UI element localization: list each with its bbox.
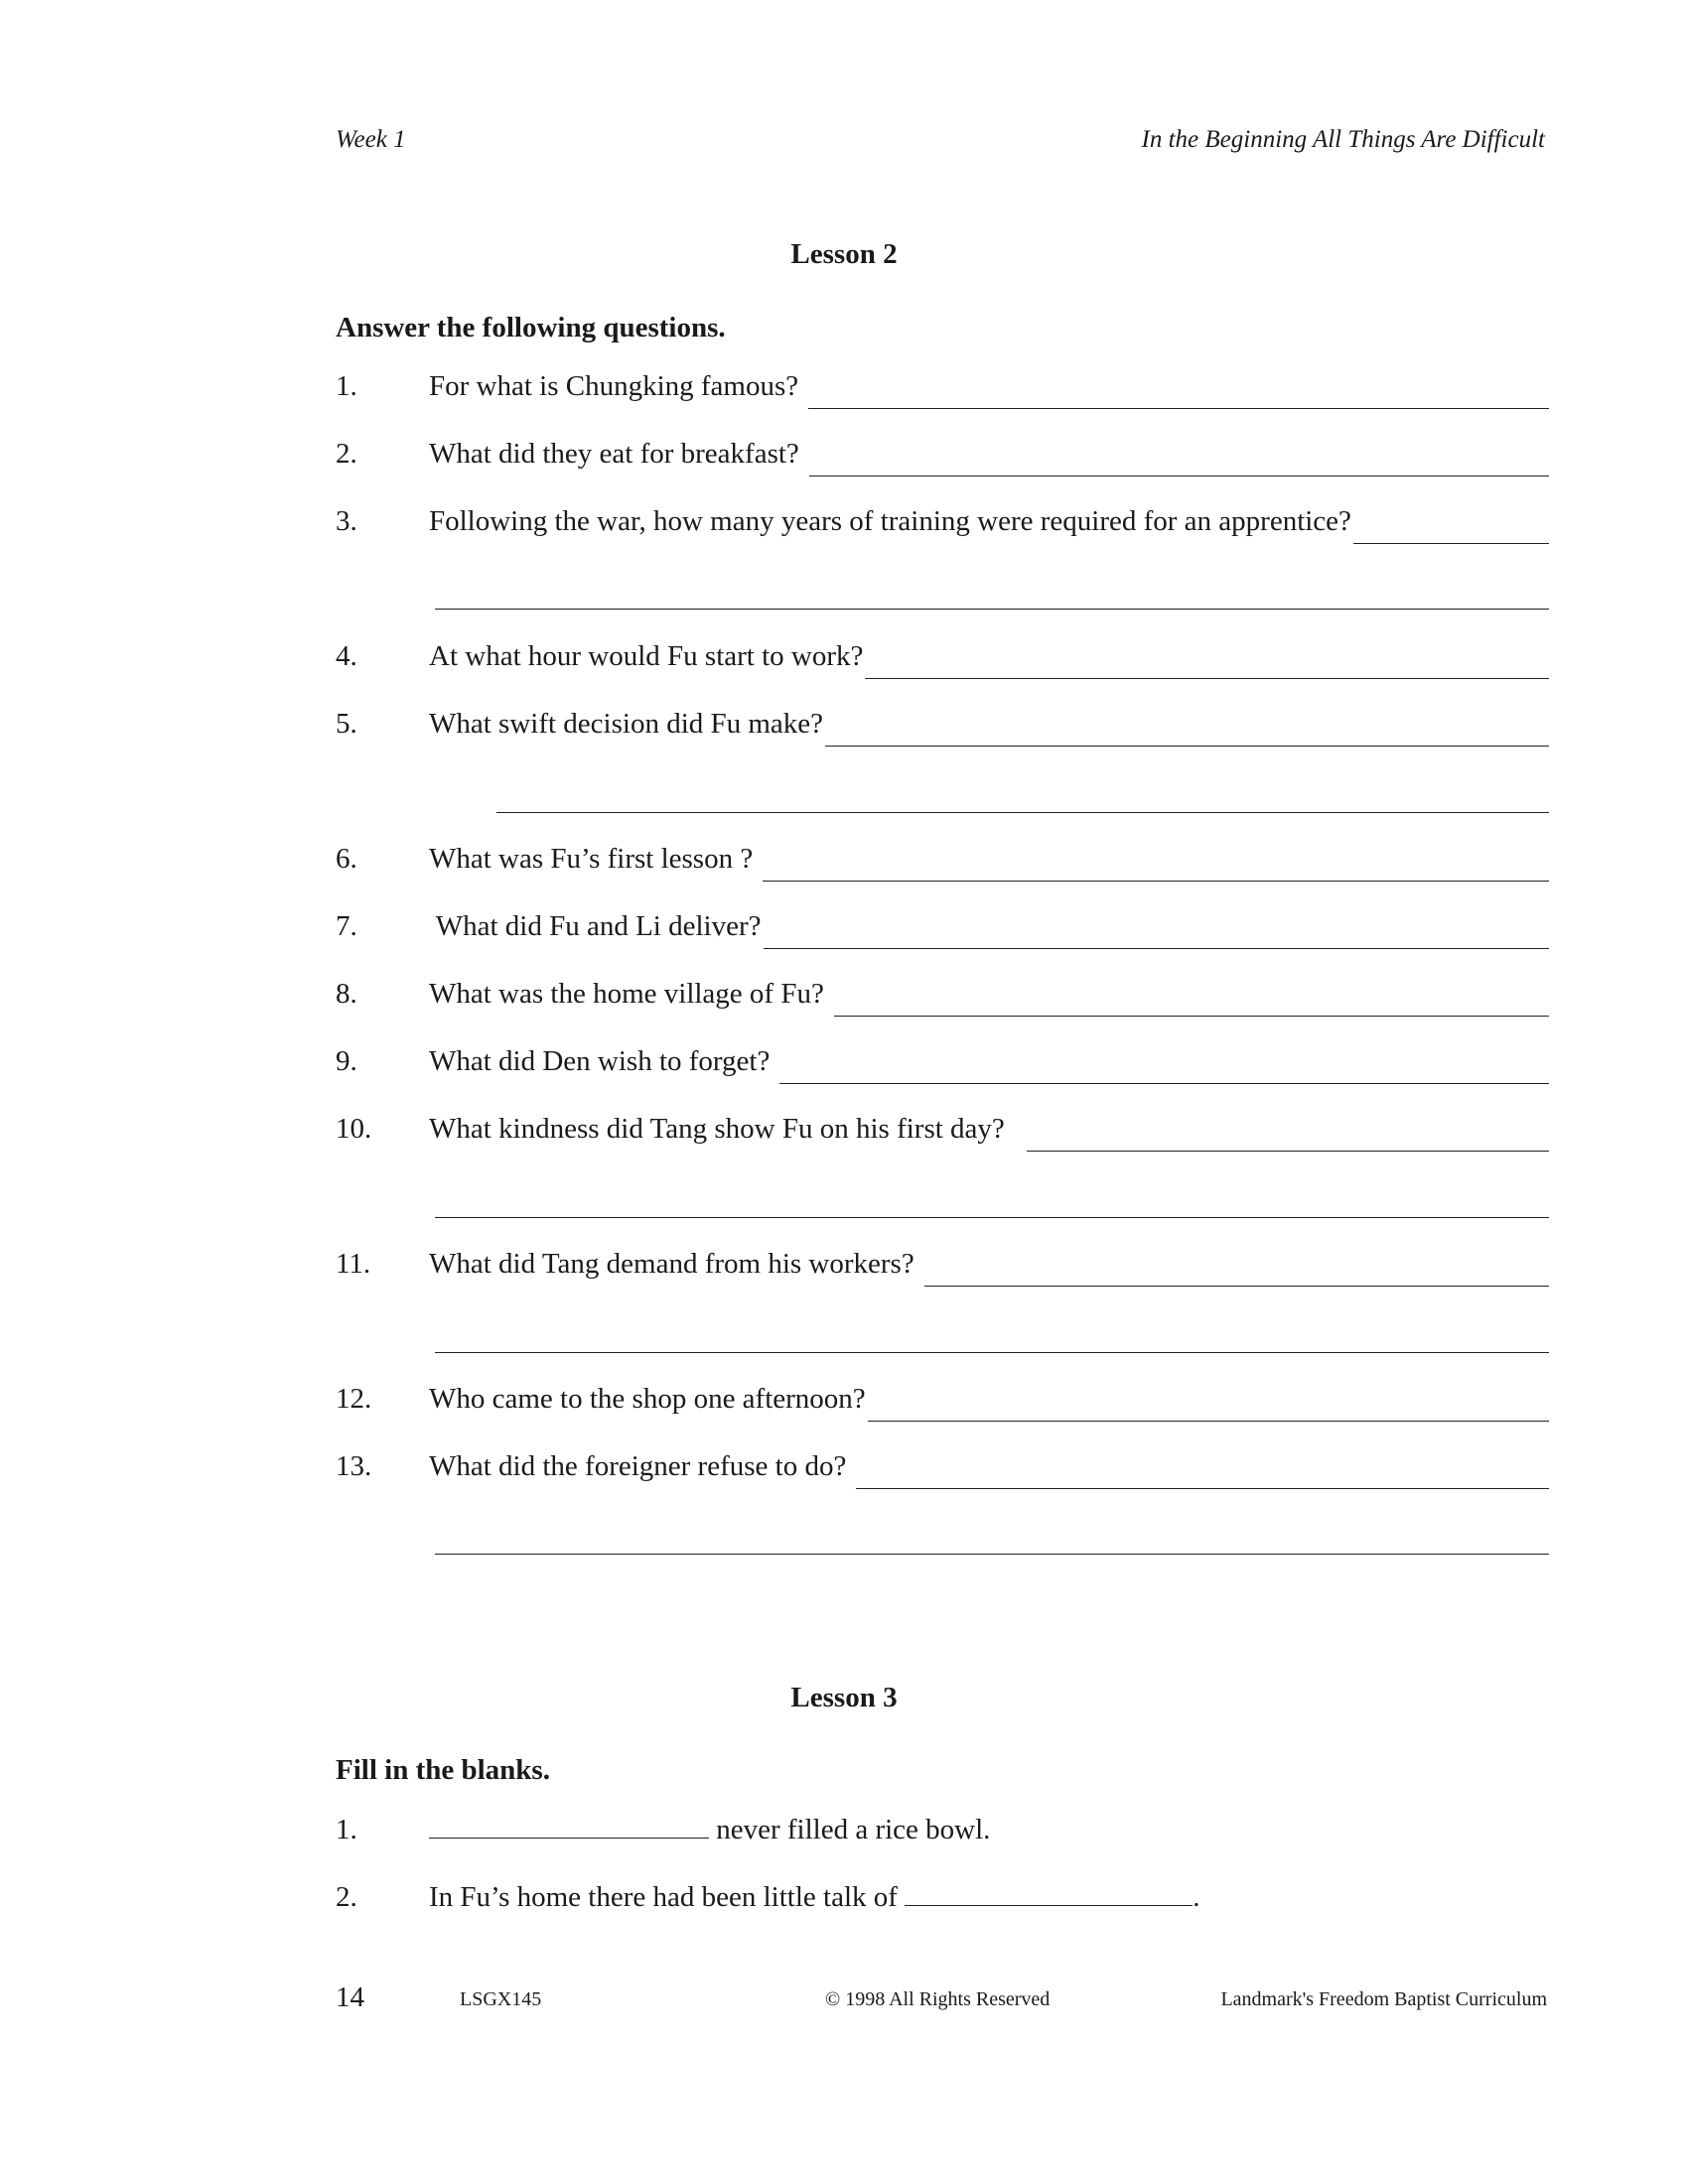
answer-line[interactable] [865, 677, 1549, 679]
question-3 [336, 504, 1549, 544]
question-number: 5. [336, 708, 357, 740]
question-number: 13. [336, 1450, 372, 1482]
question-4 [336, 639, 1549, 679]
question-6 [336, 842, 1549, 882]
question-text: What did Den wish to forget? [429, 1045, 771, 1077]
question-number: 8. [336, 978, 357, 1010]
answer-line[interactable] [825, 745, 1549, 747]
lesson-2-instruction: Answer the following questions. [336, 312, 726, 343]
fill-blank-text: never filled a rice bowl. [709, 1814, 991, 1845]
question-number: 10. [336, 1113, 372, 1145]
header-week: Week 1 [336, 126, 406, 153]
fill-blank-2 [336, 1880, 1549, 1920]
question-number: 3. [336, 505, 357, 537]
answer-line[interactable] [856, 1487, 1549, 1489]
answer-line[interactable] [763, 880, 1549, 882]
blank-line[interactable] [905, 1904, 1193, 1906]
question-text: Following the war, how many years of training were required for an apprentice? [429, 505, 1351, 537]
question-9 [336, 1044, 1549, 1084]
question-text: Who came to the shop one afternoon? [429, 1383, 866, 1415]
fill-blank-text: In Fu’s home there had been little talk of [429, 1881, 906, 1913]
question-number: 6. [336, 843, 357, 875]
footer-copyright: © 1998 All Rights Reserved [825, 1988, 1051, 2010]
question-number: 4. [336, 640, 357, 672]
item-number: 1. [336, 1814, 357, 1845]
question-7 [336, 909, 1549, 949]
answer-line[interactable] [809, 475, 1549, 477]
question-text: What did the foreigner refuse to do? [429, 1450, 847, 1482]
question-text: What kindness did Tang show Fu on his first day? [429, 1113, 1005, 1145]
question-11 [336, 1247, 1549, 1287]
question-text: For what is Chungking famous? [429, 370, 799, 402]
question-5 [336, 707, 1549, 747]
answer-line[interactable] [868, 1420, 1549, 1422]
question-number: 11. [336, 1248, 371, 1280]
question-text: What swift decision did Fu make? [429, 708, 824, 740]
answer-line-continuation[interactable] [435, 1554, 1549, 1555]
question-12 [336, 1382, 1549, 1422]
item-number: 2. [336, 1881, 357, 1913]
question-text: What did they eat for breakfast? [429, 438, 799, 470]
question-text: What was Fu’s first lesson ? [429, 843, 754, 875]
answer-line-continuation[interactable] [435, 1217, 1549, 1218]
answer-line[interactable] [779, 1082, 1549, 1084]
answer-line-continuation[interactable] [435, 609, 1549, 610]
header-title: In the Beginning All Things Are Difficult [1141, 126, 1545, 153]
question-number: 12. [336, 1383, 372, 1415]
footer-publisher: Landmark's Freedom Baptist Curriculum [1220, 1988, 1547, 2010]
answer-line[interactable] [808, 407, 1549, 409]
answer-line-continuation[interactable] [496, 812, 1549, 813]
question-text: What did Tang demand from his workers? [429, 1248, 914, 1280]
lesson-3-title: Lesson 3 [790, 1682, 898, 1713]
question-text: At what hour would Fu start to work? [429, 640, 864, 672]
question-number: 7. [336, 910, 357, 942]
question-2 [336, 437, 1549, 477]
answer-line[interactable] [764, 947, 1550, 949]
question-number: 9. [336, 1045, 357, 1077]
fill-blank-1 [336, 1813, 1549, 1852]
answer-line[interactable] [1027, 1150, 1549, 1152]
question-8 [336, 977, 1549, 1017]
question-number: 2. [336, 438, 357, 470]
question-13 [336, 1449, 1549, 1489]
footer-code: LSGX145 [460, 1988, 542, 2010]
answer-line[interactable] [1353, 542, 1549, 544]
lesson-3-instruction: Fill in the blanks. [336, 1754, 550, 1786]
question-number: 1. [336, 370, 357, 402]
question-text: What was the home village of Fu? [429, 978, 824, 1010]
fill-blank-punctuation: . [1193, 1881, 1200, 1913]
lesson-2-title: Lesson 2 [790, 238, 898, 270]
answer-line-continuation[interactable] [435, 1352, 1549, 1353]
blank-line[interactable] [429, 1837, 709, 1839]
question-text: What did Fu and Li deliver? [429, 910, 762, 942]
answer-line[interactable] [924, 1285, 1549, 1287]
question-10 [336, 1112, 1549, 1152]
answer-line[interactable] [834, 1015, 1549, 1017]
page-number: 14 [336, 1981, 364, 2013]
question-1 [336, 369, 1549, 409]
